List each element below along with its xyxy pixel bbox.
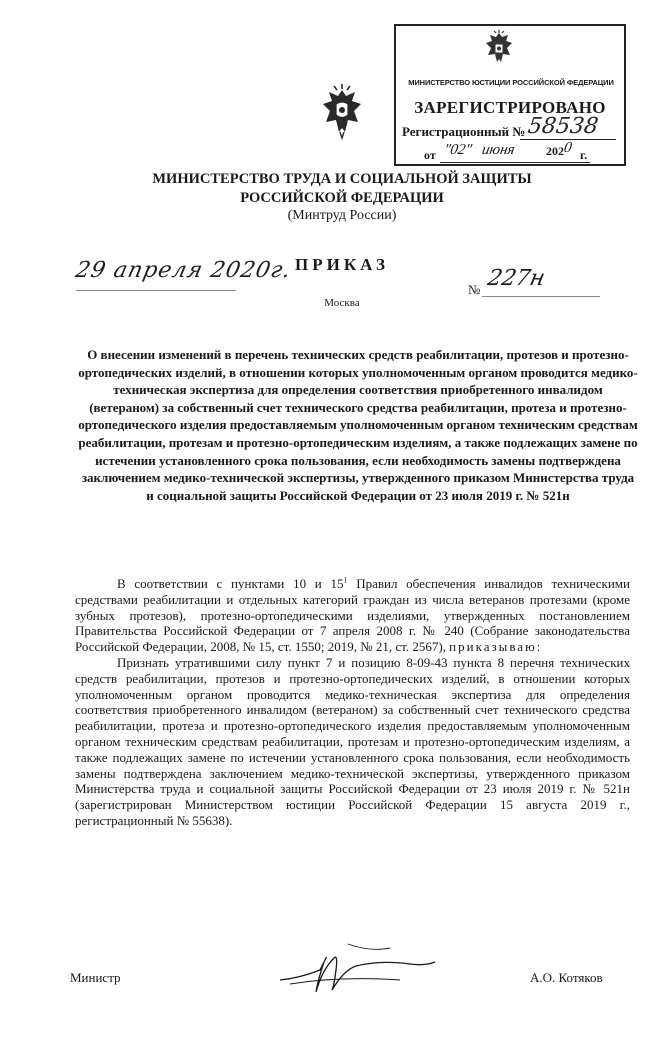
order-date-handwritten: 29 апреля 2020г. [73,258,294,283]
body-paragraph-1 [75,576,630,655]
coat-of-arms-icon [482,30,516,68]
ministry-name-line2: РОССИЙСКОЙ ФЕДЕРАЦИИ [240,190,444,206]
document-title: О внесении изменений в перечень технических средств реабилитации, протезов и протезно-ортопедических изделий, в отношении которых уполномоченным органом проводится медико-техническая экспертиза для определения соответствия приобретенного инвалидом (ветераном) за собственный счет технического средства реабилитации, протеза и протезно-ортопедического изделия предоставляемым уполномоченным органом техническим средствам реабилитации, протезам и протезно-ортопедическим изделиям, а также подлежащих замене по истечении установленного срока пользования, если необходимость замены подтверждена заключением медико-технической экспертизы, утвержденного приказом Министерства труда и социальной защиты Российской Федерации от 23 июля 2019 г. № 521н [78,347,638,503]
handwritten-signature [260,940,440,1000]
coat-of-arms-icon [318,84,366,140]
stamp-regno-value: 58538 [526,114,600,139]
stamp-date-day: "02" [442,142,474,158]
ministry-short-name: (Минтруд России) [287,208,397,223]
document-type: ПРИКАЗ [295,255,389,274]
order-number-underline [482,296,600,297]
stamp-date-year-handwritten: 0 [562,140,573,156]
city: Москва [324,297,360,309]
body-p1-order-word: приказываю: [449,639,543,655]
stamp-ministry-name: МИНИСТЕРСТВО ЮСТИЦИИ РОССИЙСКОЙ ФЕДЕРАЦИИ [408,78,614,87]
stamp-date-underline [440,162,590,163]
stamp-date-month: июня [480,142,516,158]
stamp-date-prefix: от [424,148,436,162]
ministry-name-line1: МИНИСТЕРСТВО ТРУДА И СОЦИАЛЬНОЙ ЗАЩИТЫ [152,171,532,187]
registration-stamp [394,24,626,166]
stamp-date-suffix: г. [580,148,588,162]
signer-name: А.О. Котяков [530,970,603,985]
stamp-registered-label: ЗАРЕГИСТРИРОВАНО [414,98,606,117]
signer-position: Министр [70,970,121,985]
body-paragraph-2: Признать утратившими силу пункт 7 и позицию 8-09-43 пункта 8 перечня технических средств реабилитации, протезов и протезно-ортопедических изделий, в отношении которых уполномоченным органом проводится медико-техническая экспертиза для определения соответствия приобретенного инвалидом (ветераном) за собственный счет технического средства реабилитации, протеза и протезно-ортопедического изделия предоставляемым уполномоченным органом техническим средствам реабилитации, протезам и протезно-ортопедическим изделиям, а также подлежащих замене по истечении установленного срока пользования, если необходимость замены подтверждена заключением медико-технической экспертизы, утвержденного приказом Министерства труда и социальной защиты Российской Федерации от 23 июля 2019 г. № 521н (зарегистрирован Министерством юстиции Российской Федерации 15 августа 2019 г., регистрационный № 55638). [75,654,630,828]
ministry-name [0,170,660,208]
order-date-underline [76,290,236,291]
order-number-handwritten: 227н [485,266,548,291]
document-body [75,576,630,829]
body-p1-start: В соответствии с пунктами 10 и 15 [117,576,344,591]
body-p1-superscript: 1 [343,575,348,585]
order-number-sign: № [468,282,481,297]
stamp-date-year: 202 [546,144,564,158]
stamp-regno-label: Регистрационный № [402,124,526,139]
body-p1-rest: Правил обеспечения инвалидов техническими средствами реабилитации и отдельных категорий граждан из числа ветеранов протезами (кроме зубных протезов), протезно-ортопедическими изделиями, утвержденных постановлением Правительства Российской Федерации от 7 апреля 2008 г. № 240 (Собрание законодательства Российской Федерации, 2008, № 15, ст. 1550; 2019, № 21, ст. 2567), [75,576,630,655]
